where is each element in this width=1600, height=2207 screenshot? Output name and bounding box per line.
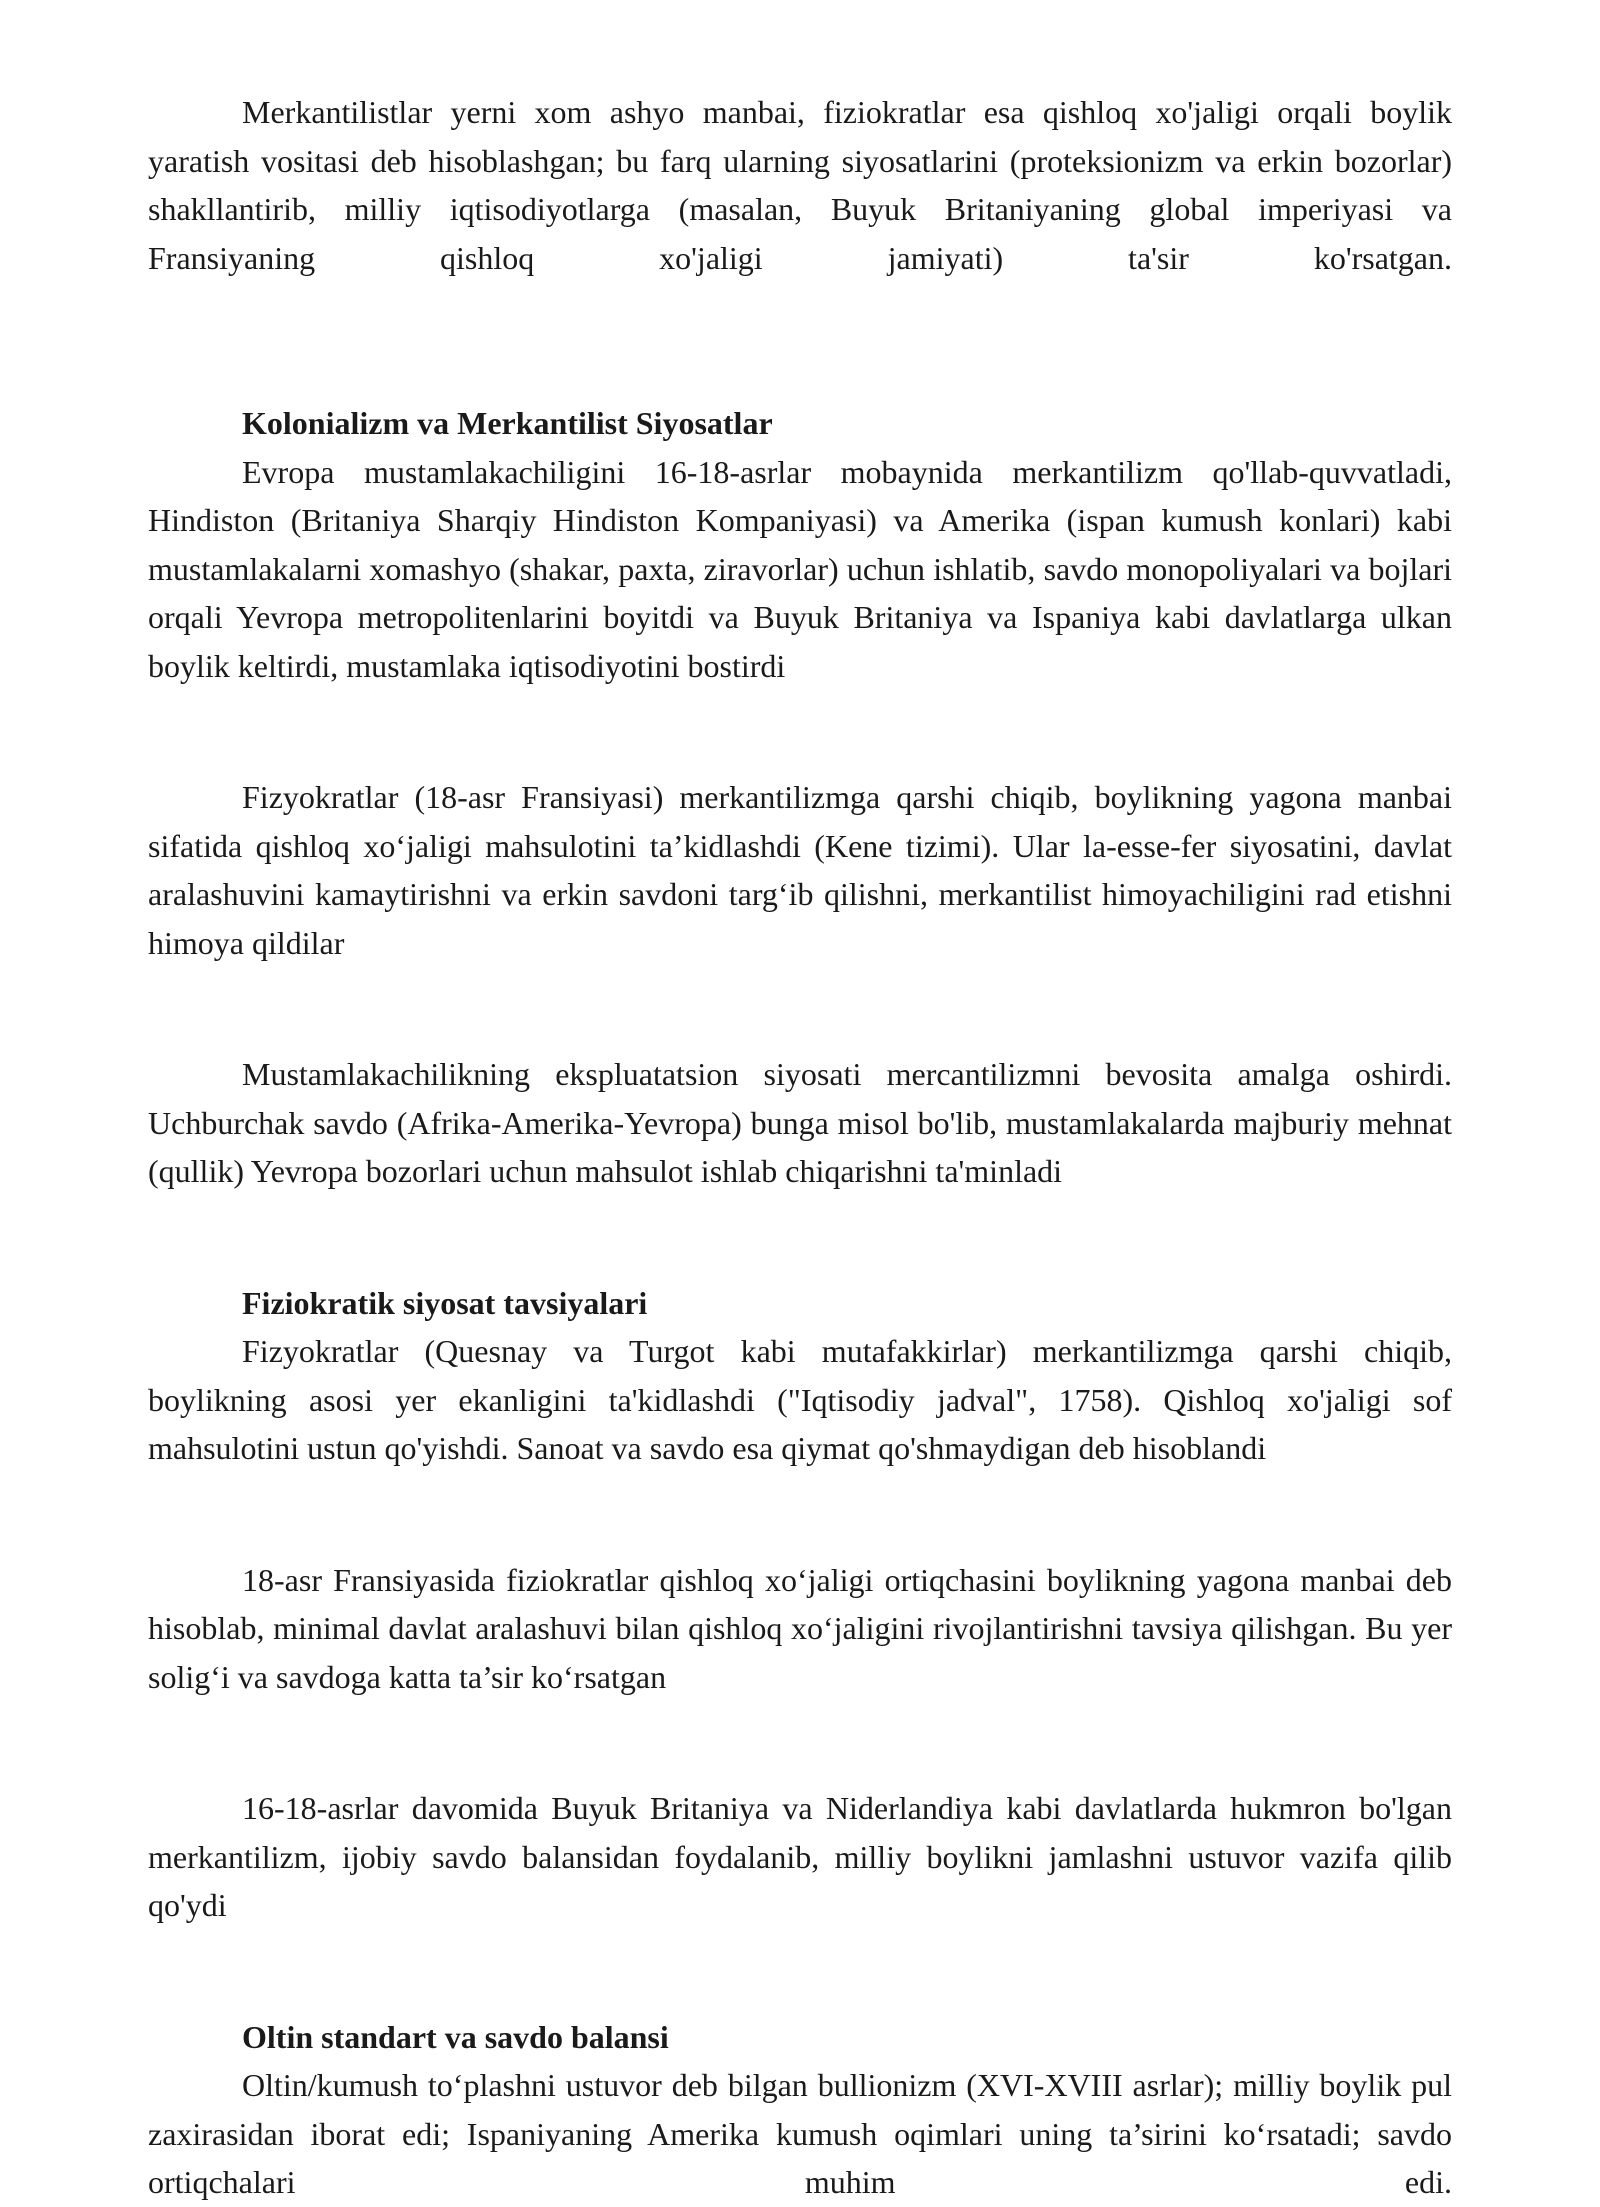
spacer bbox=[148, 1473, 1452, 1556]
document-page bbox=[148, 88, 1452, 2207]
heading-physiocratic-policy: Fiziokratik siyosat tavsiyalari bbox=[242, 1284, 648, 1321]
spacer bbox=[148, 1930, 1452, 2013]
paragraph-trade-balance: 16-18-asrlar davomida Buyuk Britaniya va Niderlandiya kabi davlatlarda hukmron bo'lgan merkantilizm, ijobiy savdo balansidan foydalanib, milliy boylikni jamlashni ustuvor vazifa qilib qo'ydi bbox=[148, 1790, 1452, 1923]
spacer bbox=[148, 967, 1452, 1050]
paragraph-agricultural-surplus: 18-asr Fransiyasida fiziokratlar qishloq xo‘jaligi ortiqchasini boylikning yagona manbai deb hisoblab, minimal davlat aralashuvi bilan qishloq xo‘jaligini rivojlantirishni tavsiya qilishgan. Bu yer solig‘i va savdoga katta ta’sir ko‘rsatgan bbox=[148, 1561, 1452, 1695]
heading-colonialism: Kolonializm va Merkantilist Siyosatlar bbox=[242, 405, 773, 441]
paragraph-colonial-exploitation: Mustamlakachilikning ekspluatatsion siyosati mercantilizmni bevosita amalga oshirdi. Uchburchak savdo (Afrika-Amerika-Yevropa) bunga misol bo'lib, mustamlakalarda majburiy mehnat (qullik) Yevropa bozorlari uchun mahsulot ishlab chiqarishni ta'minladi bbox=[148, 1056, 1452, 1189]
spacer bbox=[148, 1701, 1452, 1784]
spacer bbox=[148, 690, 1452, 773]
paragraph-european-colonialism: Evropa mustamlakachiligini 16-18-asrlar mobaynida merkantilizm qo'llab-quvvatladi, Hindiston (Britaniya Sharqiy Hindiston Kompaniyasi) va Amerika (ispan kumush konlari) kabi mustamlakalarni xomashyo (shakar, paxta, ziravorlar) uchun ishlatib, savdo monopoliyalari va bojlari orqali Yevropa metropolitenlarini boyitdi va Buyuk Britaniya va Ispaniya kabi davlatlarga ulkan boylik keltirdi, mustamlaka iqtisodiyotini bostirdi bbox=[148, 453, 1452, 684]
spacer bbox=[148, 1196, 1452, 1279]
spacer bbox=[148, 282, 1452, 399]
paragraph-physiocrats-france: Fizyokratlar (18-asr Fransiyasi) merkantilizmga qarshi chiqib, boylikning yagona manbai sifatida qishloq xo‘jaligi mahsulotini ta’kidlashdi (Kene tizimi). Ular la-esse-fer siyosatini, davlat aralashuvini kamaytirishni va erkin savdoni targ‘ib qilishni, merkantilist himoyachiligini rad etishni himoya qildilar bbox=[148, 779, 1452, 961]
paragraph-bullionism: Oltin/kumush to‘plashni ustuvor deb bilgan bullionizm (XVI-XVIII asrlar); milliy boylik pul zaxirasidan iborat edi; Ispaniyaning Amerika kumush oqimlari uning ta’sirini ko‘rsatadi; savdo ortiqchalari muhim edi. bbox=[148, 2067, 1452, 2200]
paragraph-quesnay-turgot: Fizyokratlar (Quesnay va Turgot kabi mutafakkirlar) merkantilizmga qarshi chiqib, boylikning asosi yer ekanligini ta'kidlashdi ("Iqtisodiy jadval", 1758). Qishloq xo'jaligi sof mahsulotini ustun qo'yishdi. Sanoat va savdo esa qiymat qo'shmaydigan deb hisoblandi bbox=[148, 1333, 1452, 1466]
heading-gold-standard: Oltin standart va savdo balansi bbox=[242, 2018, 669, 2055]
paragraph-mercantilists-vs-physiocrats: Merkantilistlar yerni xom ashyo manbai, fiziokratlar esa qishloq xo'jaligi orqali boylik yaratish vositasi deb hisoblashgan; bu farq ularning siyosatlarini (proteksionizm va erkin bozorlar) shakllantirib, milliy iqtisodiyotlarga (masalan, Buyuk Britaniyaning global imperiyasi va Fransiyaning qishloq xo'jaligi jamiyati) ta'sir ko'rsatgan. bbox=[148, 94, 1452, 276]
